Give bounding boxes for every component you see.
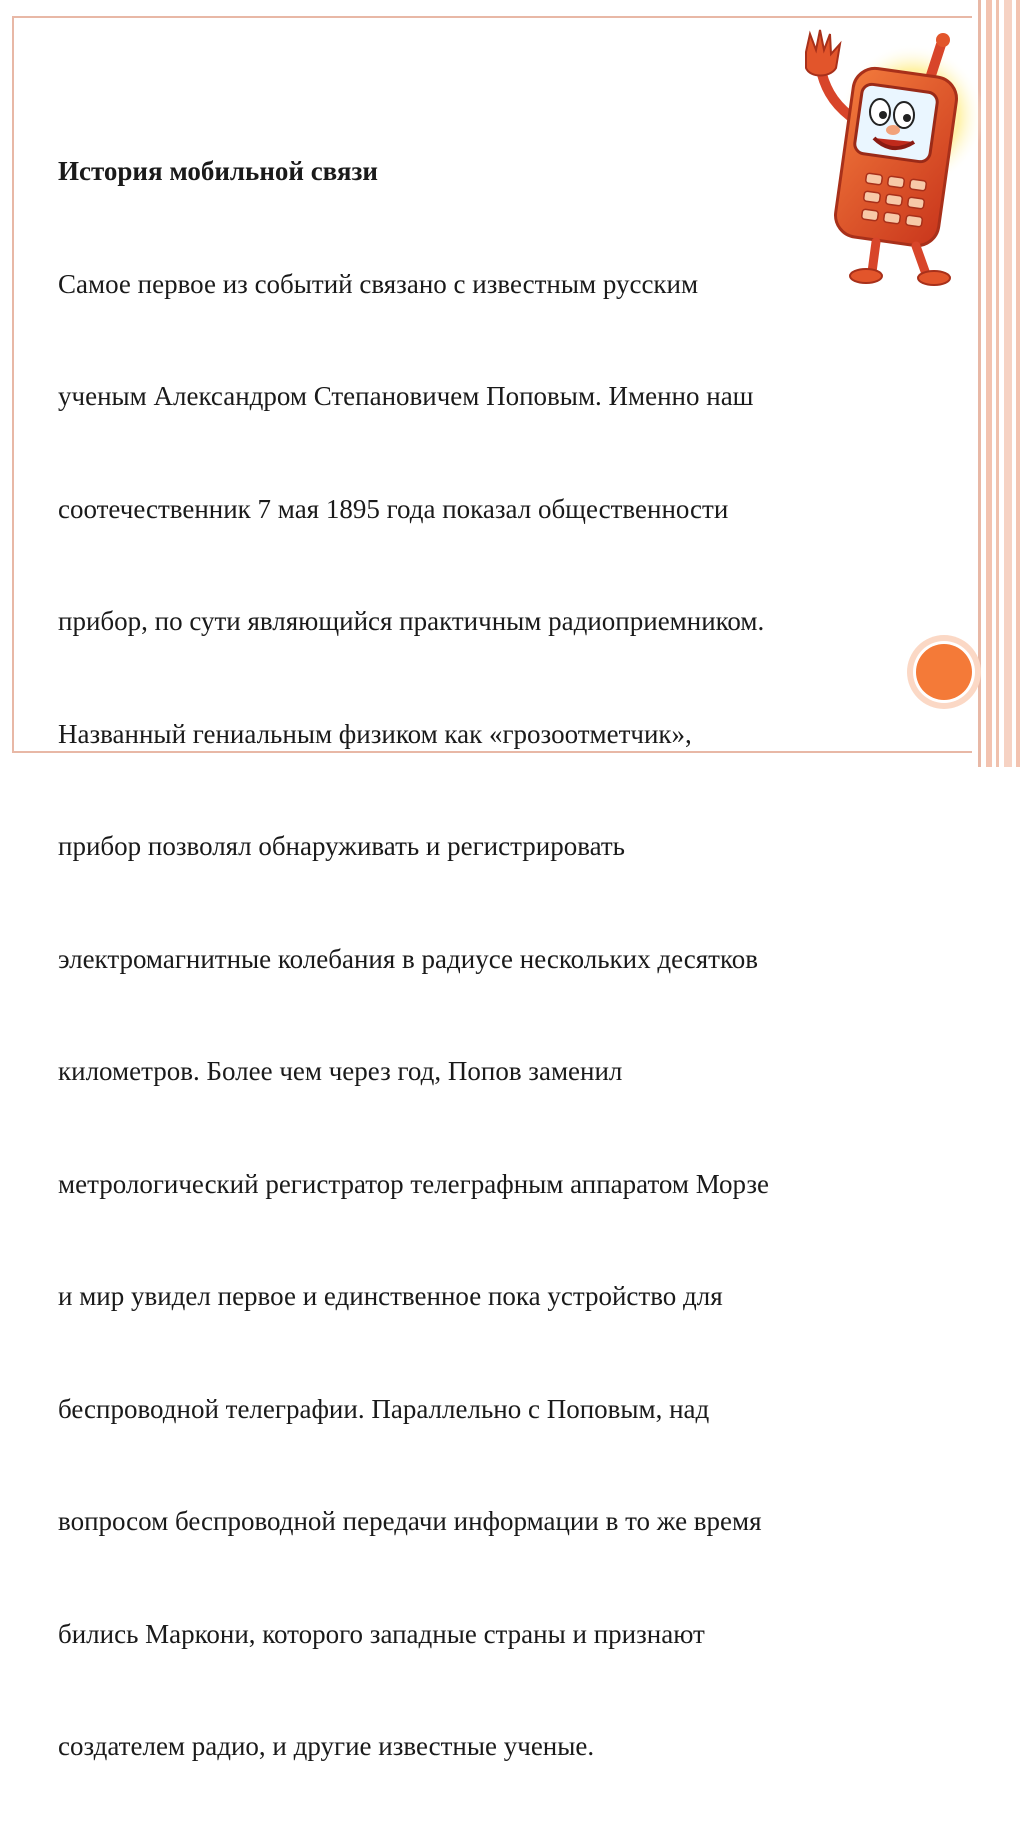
body-line: беспроводной телеграфии. Параллельно с Поповым, над [58,1393,710,1424]
frame-left-border [12,16,14,753]
body-line: километров. Более чем через год, Попов заменил [58,1056,623,1086]
body-line: электромагнитные колебания в радиусе нескольких десятков [58,943,758,974]
right-stripes-decoration [978,0,1024,767]
frame-top-border [12,16,972,18]
body-line: и мир увидел первое и единственное пока устройство для [58,1281,723,1311]
body-line: метрологический регистратор телеграфным аппаратом Морзе [58,1168,770,1199]
body-line: ученым Александром Степановичем Поповым. Именно наш [58,381,754,411]
body-line: Самое первое из событий связано с известным русским [58,268,699,299]
body-line: Названный гениальным физиком как «грозоотметчик», [58,718,692,749]
body-line: прибор позволял обнаруживать и регистрировать [58,831,625,861]
body-line: вопросом беспроводной передачи информации в то же время [58,1506,762,1536]
body-line: создателем радио, и другие известные ученые. [58,1731,595,1761]
body-line: бились Маркони, которого западные страны и признают [58,1618,705,1649]
body-line: прибор, по сути являющийся практичным радиоприемником. [58,606,765,636]
body-line: соотечественник 7 мая 1895 года показал общественности [58,493,729,524]
slide-text-block [58,78,968,1841]
slide-title: История мобильной связи [58,156,378,186]
orange-circle-icon [904,632,984,712]
